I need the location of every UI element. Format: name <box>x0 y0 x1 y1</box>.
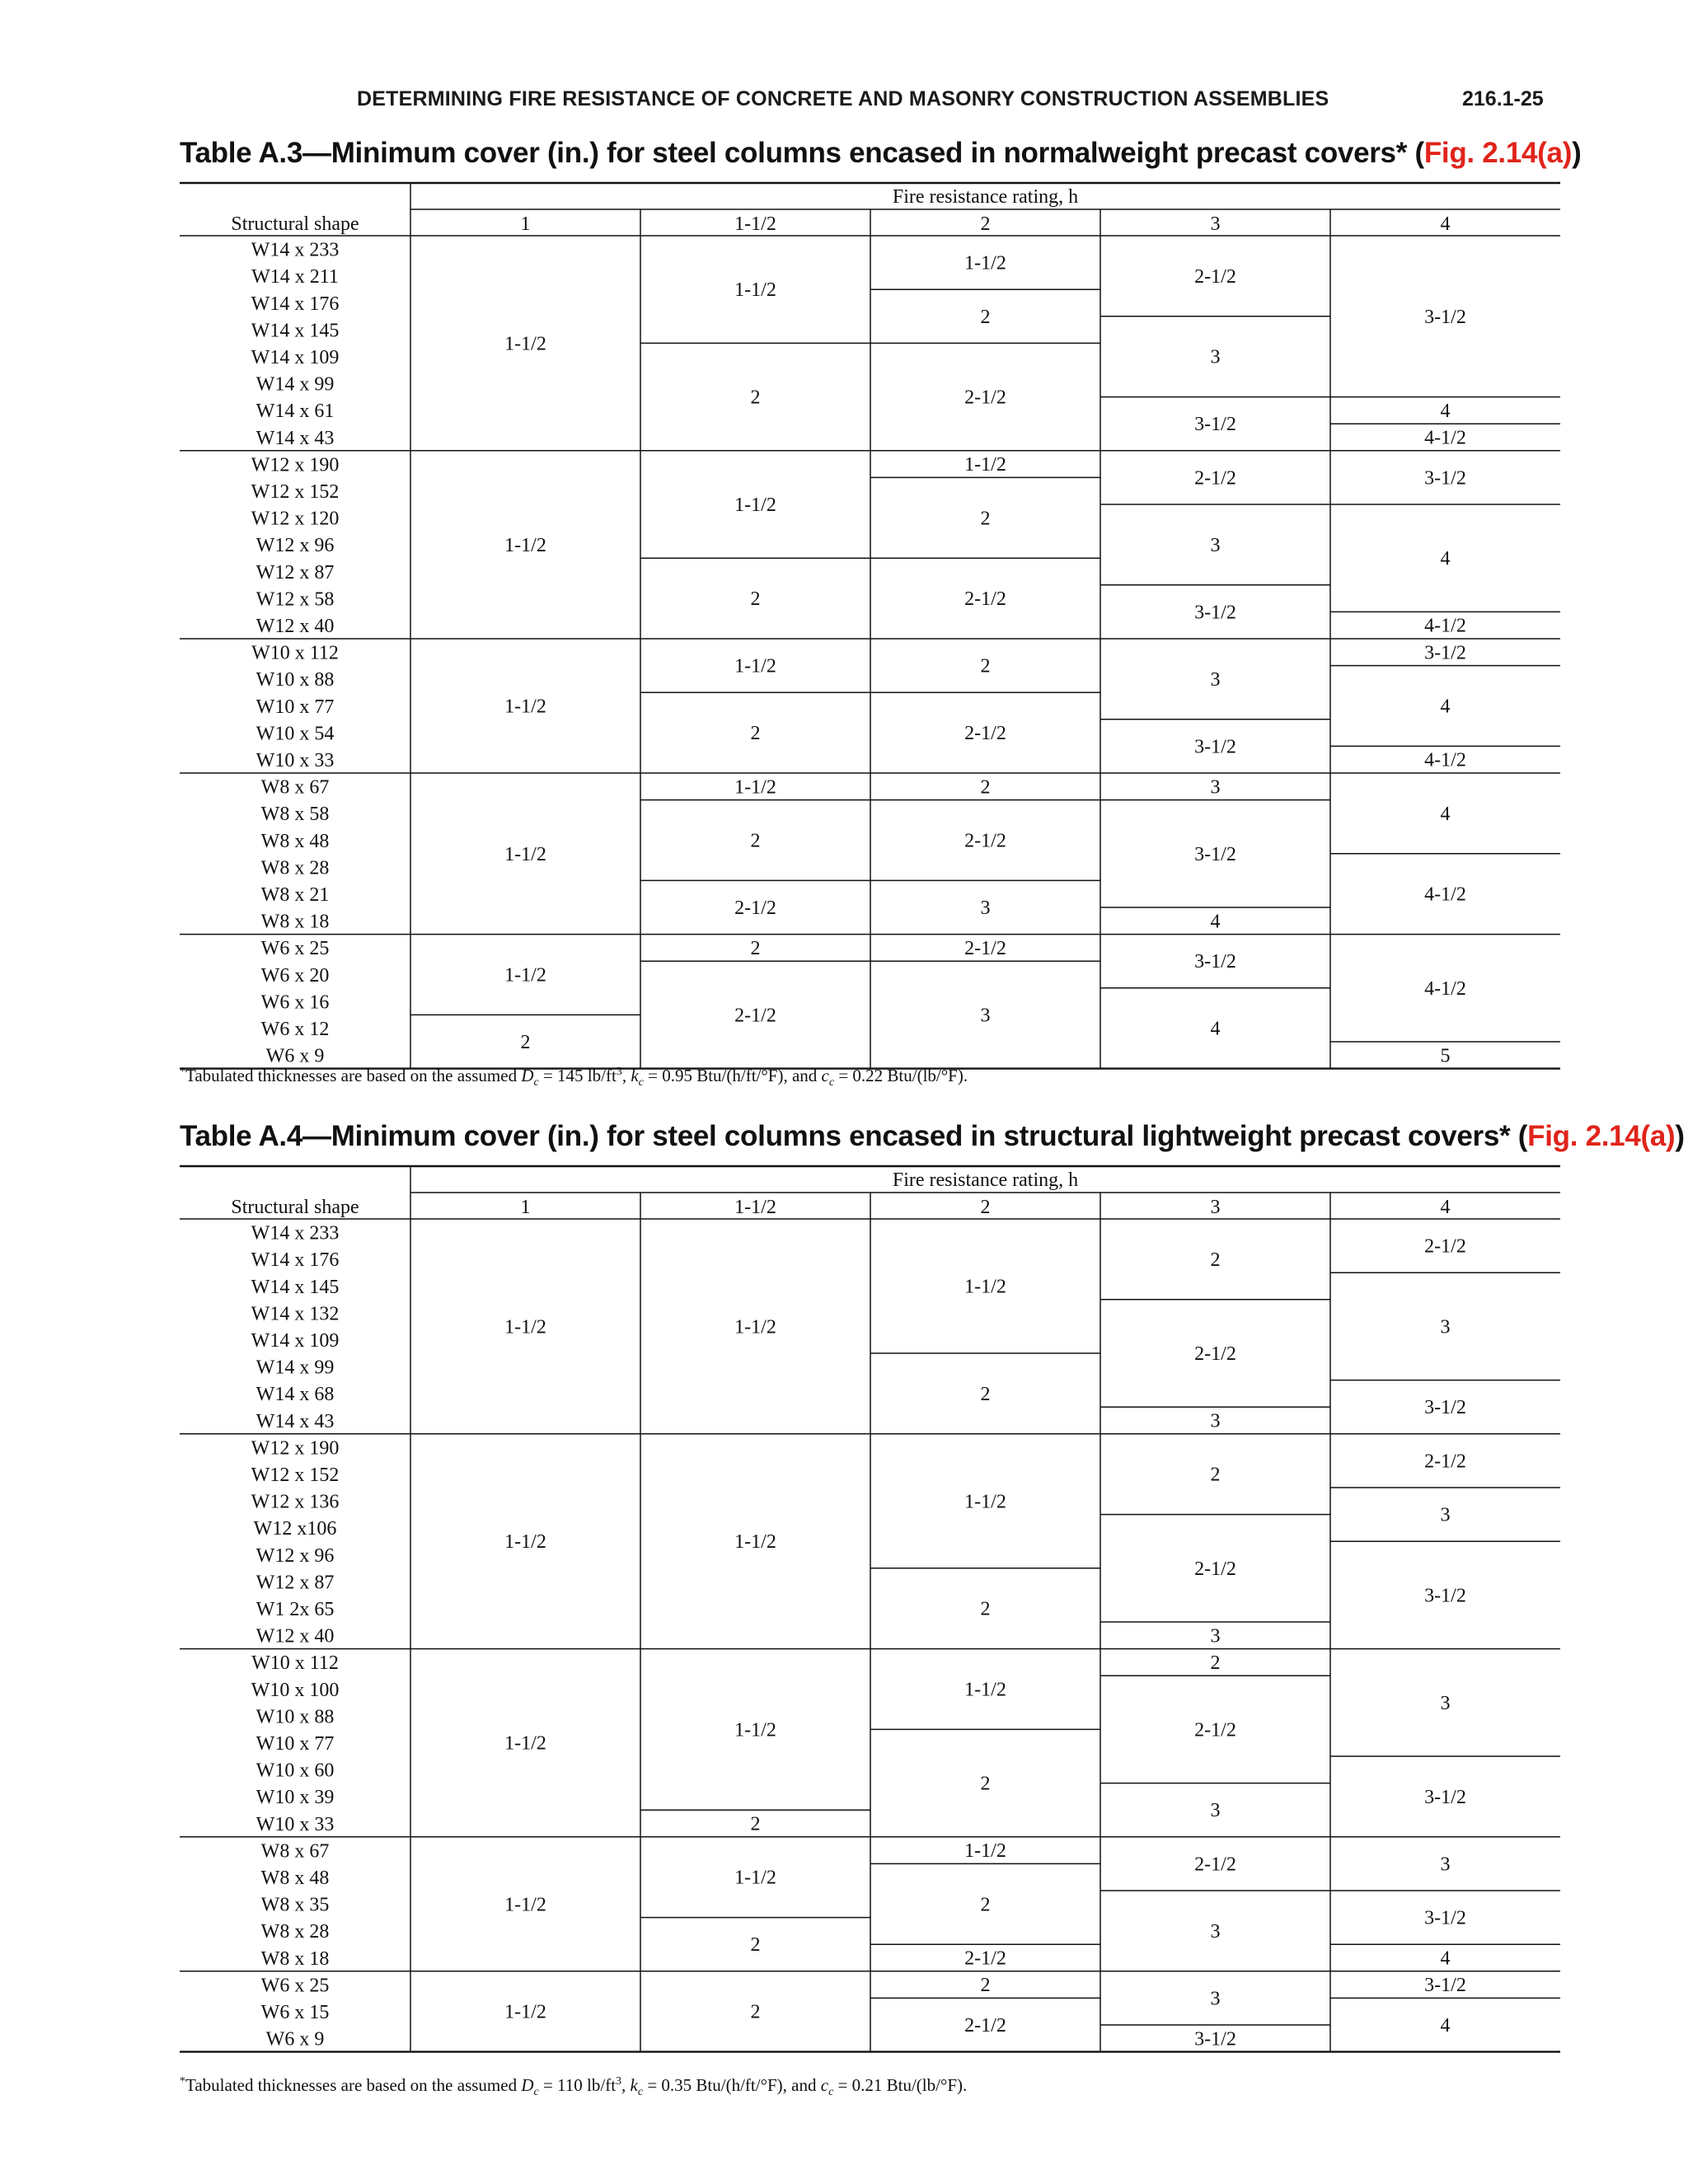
cover-value: 4-1/2 <box>1424 615 1466 637</box>
structural-shape: W1 2x 65 <box>256 1599 335 1620</box>
table-a3-title-close: ) <box>1572 137 1582 169</box>
cover-value: 3-1/2 <box>1194 602 1236 624</box>
cover-value: 1-1/2 <box>734 776 776 799</box>
table-a3 <box>0 181 1688 1088</box>
structural-shape: W14 x 176 <box>251 1249 340 1272</box>
cover-value: 3 <box>1210 1410 1221 1432</box>
structural-shape: W6 x 12 <box>260 1019 330 1040</box>
structural-shape: W14 x 43 <box>256 427 335 449</box>
column-header: 1 <box>520 1197 531 1218</box>
cover-value: 2-1/2 <box>964 2015 1006 2036</box>
shape-header: Structural shape <box>231 213 359 235</box>
column-header: 2 <box>980 1197 991 1218</box>
cover-value: 2 <box>980 1975 991 1997</box>
structural-shape: W8 x 21 <box>260 884 330 906</box>
cover-value: 2 <box>750 1934 761 1957</box>
structural-shape: W6 x 25 <box>260 1975 330 1997</box>
cover-value: 3 <box>1440 1316 1451 1338</box>
cover-value: 3 <box>1210 776 1221 799</box>
cover-value: 2 <box>1210 1249 1221 1271</box>
cover-value: 2-1/2 <box>734 898 776 919</box>
structural-shape: W14 x 145 <box>251 320 340 342</box>
structural-shape: W12 x 40 <box>256 616 335 637</box>
cover-value: 4-1/2 <box>1424 977 1466 1000</box>
cover-value: 4-1/2 <box>1424 749 1466 771</box>
cover-value: 2 <box>980 1383 991 1405</box>
table-a4 <box>0 1165 1688 2079</box>
cover-value: 4 <box>1440 1947 1451 1970</box>
structural-shape: W14 x 109 <box>251 1330 340 1352</box>
structural-shape: W14 x 233 <box>251 239 340 261</box>
structural-shape: W14 x 68 <box>256 1384 335 1406</box>
structural-shape: W8 x 28 <box>260 1921 330 1943</box>
structural-shape: W8 x 35 <box>260 1894 330 1916</box>
cover-value: 3-1/2 <box>1424 1907 1466 1929</box>
group-header: Fire resistance rating, h <box>892 1169 1079 1191</box>
structural-shape: W14 x 176 <box>251 293 340 315</box>
structural-shape: W6 x 25 <box>260 938 330 960</box>
structural-shape: W12 x 87 <box>256 1572 335 1594</box>
table-a3-figure-link[interactable]: Fig. 2.14(a) <box>1423 137 1573 169</box>
cover-value: 3-1/2 <box>1194 2028 1236 2050</box>
cover-value: 3-1/2 <box>1424 306 1466 328</box>
cover-value: 2 <box>980 508 991 530</box>
table-a3-footnote: *Tabulated thicknesses are based on the assumed $D_c = 145$ $lb/ft^3$, $k_c = 0.95$ Btu/(h/ft/°F), and $c_c = 0.22$ Btu/(lb/°F). <box>180 1066 968 1090</box>
cover-value: 2 <box>750 830 761 852</box>
cover-value: 3-1/2 <box>1424 642 1466 664</box>
cover-value: 3 <box>1210 1988 1221 2010</box>
structural-shape: W12 x 136 <box>251 1491 340 1513</box>
structural-shape: W10 x 77 <box>256 1733 335 1755</box>
cover-value: 2-1/2 <box>734 1005 776 1027</box>
cover-value: 4 <box>1440 2015 1451 2036</box>
structural-shape: W8 x 67 <box>260 776 330 799</box>
cover-value: 1-1/2 <box>504 1531 546 1554</box>
structural-shape: W8 x 58 <box>260 804 330 826</box>
running-title: DETERMINING FIRE RESISTANCE OF CONCRETE AND MASONRY CONSTRUCTION ASSEMBLIES <box>357 87 1329 110</box>
cover-value: 2-1/2 <box>1194 265 1236 288</box>
structural-shape: W12 x 152 <box>251 481 340 503</box>
structural-shape: W12 x 190 <box>251 454 340 476</box>
structural-shape: W12 x 190 <box>251 1437 340 1460</box>
cover-value: 2 <box>750 387 761 409</box>
cover-value: 3 <box>1440 1692 1451 1714</box>
column-header: 3 <box>1210 1197 1221 1218</box>
table-a4-footnote: *Tabulated thicknesses are based on the assumed $D_c = 110$ $lb/ft^3$, $k_c = 0.35$ Btu/(h/ft/°F), and $c_c = 0.21$ Btu/(lb/°F). <box>180 2075 968 2099</box>
cover-value: 2 <box>980 306 991 328</box>
cover-value: 3-1/2 <box>1424 1975 1466 1997</box>
cover-value: 5 <box>1440 1045 1451 1067</box>
cover-value: 2-1/2 <box>1194 1854 1236 1876</box>
page-number: 216.1-25 <box>1462 87 1544 110</box>
cover-value: 2 <box>750 723 761 745</box>
structural-shape: W12 x106 <box>253 1518 337 1540</box>
structural-shape: W14 x 109 <box>251 347 340 368</box>
table-a4-figure-link[interactable]: Fig. 2.14(a) <box>1527 1120 1676 1152</box>
cover-value: 2-1/2 <box>964 387 1006 409</box>
cover-value: 2-1/2 <box>964 1947 1006 1970</box>
cover-value: 1-1/2 <box>964 454 1006 476</box>
table-a4-title <box>180 1120 1685 1153</box>
structural-shape: W12 x 96 <box>256 1544 335 1567</box>
column-header: 4 <box>1440 213 1451 235</box>
cover-value: 2 <box>980 1773 991 1795</box>
column-header: 2 <box>980 213 991 235</box>
cover-value: 2 <box>750 588 761 611</box>
cover-value: 2 <box>980 1894 991 1916</box>
table-a3-title <box>180 137 1581 170</box>
cover-value: 2-1/2 <box>1424 1451 1466 1473</box>
cover-value: 2 <box>980 1598 991 1620</box>
structural-shape: W14 x 61 <box>256 401 335 423</box>
cover-value: 1-1/2 <box>964 1840 1006 1863</box>
cover-value: 3-1/2 <box>1194 951 1236 973</box>
cover-value: 2 <box>980 655 991 677</box>
structural-shape: W12 x 40 <box>256 1625 335 1647</box>
structural-shape: W6 x 9 <box>265 2028 325 2050</box>
structural-shape: W10 x 33 <box>256 750 335 771</box>
structural-shape: W8 x 67 <box>260 1840 330 1863</box>
cover-value: 3-1/2 <box>1424 1397 1466 1419</box>
cover-value: 2-1/2 <box>964 588 1006 611</box>
structural-shape: W10 x 77 <box>256 696 335 718</box>
cover-value: 3 <box>1210 534 1221 556</box>
cover-value: 2-1/2 <box>964 723 1006 745</box>
cover-value: 1-1/2 <box>504 696 546 718</box>
cover-value: 1-1/2 <box>504 1316 546 1338</box>
cover-value: 3 <box>1210 1625 1221 1647</box>
page-header <box>0 87 1688 120</box>
table-a4-title-close: ) <box>1675 1120 1685 1152</box>
group-header: Fire resistance rating, h <box>892 186 1079 208</box>
structural-shape: W14 x 132 <box>251 1303 340 1325</box>
structural-shape: W12 x 96 <box>256 535 335 557</box>
structural-shape: W8 x 48 <box>260 830 330 852</box>
structural-shape: W10 x 33 <box>256 1813 335 1835</box>
cover-value: 2-1/2 <box>1194 1343 1236 1365</box>
column-header: 4 <box>1440 1197 1451 1218</box>
cover-value: 3 <box>980 898 991 919</box>
cover-value: 3-1/2 <box>1194 414 1236 436</box>
cover-value: 4 <box>1210 1018 1221 1040</box>
structural-shape: W10 x 88 <box>256 1706 335 1728</box>
structural-shape: W14 x 145 <box>251 1276 340 1298</box>
cover-value: 1-1/2 <box>504 333 546 355</box>
cover-value: 3 <box>1210 668 1221 691</box>
cover-value: 1-1/2 <box>964 1276 1006 1298</box>
cover-value: 1-1/2 <box>964 1679 1006 1701</box>
structural-shape: W12 x 58 <box>256 588 335 611</box>
cover-value: 1-1/2 <box>504 964 546 987</box>
cover-value: 1-1/2 <box>734 1316 776 1338</box>
structural-shape: W6 x 16 <box>260 991 330 1014</box>
structural-shape: W12 x 152 <box>251 1465 340 1486</box>
cover-value: 3 <box>980 1005 991 1027</box>
cover-value: 2-1/2 <box>964 937 1006 959</box>
cover-value: 4 <box>1440 803 1451 825</box>
cover-value: 1-1/2 <box>734 494 776 516</box>
structural-shape: W6 x 15 <box>260 2002 330 2023</box>
structural-shape: W10 x 100 <box>251 1679 340 1701</box>
column-header: 1-1/2 <box>734 213 776 235</box>
structural-shape: W14 x 233 <box>251 1222 340 1244</box>
cover-value: 2 <box>750 937 761 959</box>
cover-value: 3 <box>1440 1854 1451 1876</box>
cover-value: 4-1/2 <box>1424 427 1466 449</box>
cover-value: 1-1/2 <box>504 2001 546 2023</box>
structural-shape: W10 x 39 <box>256 1787 335 1809</box>
structural-shape: W6 x 9 <box>265 1045 325 1067</box>
cover-value: 1-1/2 <box>504 534 546 556</box>
cover-value: 2 <box>1210 1464 1221 1486</box>
structural-shape: W10 x 54 <box>256 723 335 745</box>
cover-value: 3-1/2 <box>1194 736 1236 758</box>
column-header: 3 <box>1210 213 1221 235</box>
structural-shape: W10 x 112 <box>251 1652 339 1675</box>
cover-value: 2-1/2 <box>1194 1558 1236 1580</box>
cover-value: 1-1/2 <box>734 1531 776 1554</box>
table-a4-title-text: Table A.4—Minimum cover (in.) for steel columns encased in structural lightweight precast covers* ( <box>180 1120 1528 1152</box>
cover-value: 2-1/2 <box>964 830 1006 852</box>
cover-value: 1-1/2 <box>504 843 546 865</box>
cover-value: 2-1/2 <box>1194 1719 1236 1741</box>
cover-value: 3 <box>1440 1504 1451 1526</box>
cover-value: 1-1/2 <box>504 1894 546 1916</box>
cover-value: 4 <box>1440 548 1451 570</box>
structural-shape: W10 x 60 <box>256 1760 335 1782</box>
cover-value: 3 <box>1210 1920 1221 1943</box>
structural-shape: W8 x 28 <box>260 857 330 879</box>
cover-value: 1-1/2 <box>504 1732 546 1755</box>
cover-value: 2 <box>520 1032 531 1053</box>
cover-value: 1-1/2 <box>964 252 1006 274</box>
structural-shape: W8 x 18 <box>260 1947 330 1970</box>
cover-value: 2 <box>750 2001 761 2023</box>
cover-value: 1-1/2 <box>964 1491 1006 1513</box>
cover-value: 3 <box>1210 346 1221 368</box>
shape-header: Structural shape <box>231 1197 359 1218</box>
structural-shape: W6 x 20 <box>260 964 330 987</box>
cover-value: 3-1/2 <box>1194 843 1236 865</box>
structural-shape: W12 x 87 <box>256 561 335 583</box>
cover-value: 2-1/2 <box>1424 1235 1466 1258</box>
cover-value: 1-1/2 <box>734 655 776 677</box>
column-header: 1-1/2 <box>734 1197 776 1218</box>
structural-shape: W14 x 99 <box>256 373 335 396</box>
structural-shape: W12 x 120 <box>251 508 340 530</box>
structural-shape: W10 x 88 <box>256 669 335 691</box>
cover-value: 2-1/2 <box>1194 467 1236 490</box>
cover-value: 1-1/2 <box>734 1719 776 1741</box>
cover-value: 4 <box>1440 400 1451 422</box>
cover-value: 1-1/2 <box>734 1867 776 1889</box>
structural-shape: W14 x 99 <box>256 1357 335 1379</box>
cover-value: 4 <box>1210 911 1221 933</box>
cover-value: 2 <box>980 776 991 799</box>
table-a3-title-text: Table A.3—Minimum cover (in.) for steel columns encased in normalweight precast covers* ( <box>180 137 1424 169</box>
structural-shape: W14 x 43 <box>256 1410 335 1432</box>
column-header: 1 <box>520 213 531 235</box>
structural-shape: W8 x 48 <box>260 1868 330 1889</box>
cover-value: 3 <box>1210 1800 1221 1822</box>
cover-value: 3-1/2 <box>1424 1786 1466 1808</box>
cover-value: 4 <box>1440 696 1451 718</box>
cover-value: 2 <box>750 1813 761 1835</box>
structural-shape: W10 x 112 <box>251 642 339 664</box>
cover-value: 3-1/2 <box>1424 1585 1466 1607</box>
cover-value: 4-1/2 <box>1424 883 1466 906</box>
cover-value: 1-1/2 <box>734 279 776 302</box>
structural-shape: W8 x 18 <box>260 911 330 933</box>
structural-shape: W14 x 211 <box>251 266 339 288</box>
cover-value: 2 <box>1210 1652 1221 1674</box>
cover-value: 3-1/2 <box>1424 467 1466 490</box>
